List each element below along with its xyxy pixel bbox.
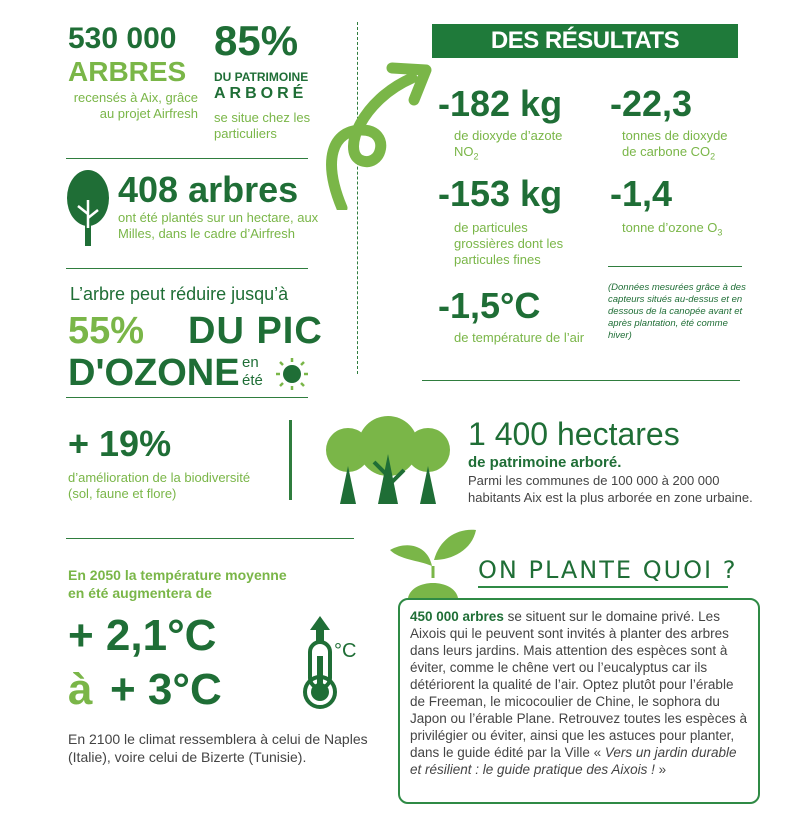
result-temp-value: -1,5°C xyxy=(438,285,541,326)
result-co2-value: -22,3 xyxy=(610,83,693,124)
results-note: (Données mesurées grâce à des capteurs situés au-dessus et en dessous de la canopée avant et après plantation, été comme hiver) xyxy=(608,282,746,341)
plant-lead: 450 000 arbres xyxy=(410,609,504,624)
result-o3-desc: tonne d’ozone $O_3$ xyxy=(622,220,723,238)
planted-headline: 408 arbres xyxy=(118,169,299,210)
private-line1: DU PATRIMOINE xyxy=(214,70,309,84)
trees-number: 530 000 xyxy=(68,22,177,55)
result-no2-value: -182 kg xyxy=(438,83,563,124)
plant-guide: Vers un jardin durable et résilient : le guide pratique des Aixois ! xyxy=(410,745,737,777)
ozone-en: en xyxy=(242,354,259,371)
result-pm-value: -153 kg xyxy=(438,173,563,214)
divider-right xyxy=(422,380,740,381)
climate-desc: En 2100 le climat ressemblera à celui de Naples (Italie), voire celui de Bizerte (Tunisie). xyxy=(68,731,368,765)
divider-left-3 xyxy=(66,397,308,398)
ozone-word: D'OZONE xyxy=(68,352,240,394)
bar-divider xyxy=(289,420,292,500)
plant-end: » xyxy=(654,762,667,777)
plant-title-underline xyxy=(478,586,728,588)
arrow-icon xyxy=(322,60,432,210)
result-no2-desc: de dioxyde d’azote $NO_2$ xyxy=(454,128,563,162)
climate-max: + 3°C xyxy=(110,665,222,714)
climate-intro: En 2050 la température moyenne en été augmentera de xyxy=(68,567,287,601)
forest-icon xyxy=(318,416,456,506)
plant-card xyxy=(398,598,760,804)
sprout-icon xyxy=(388,520,478,600)
biodiversity-headline: + 19% xyxy=(68,423,172,464)
planted-desc: ont été plantés sur un hectare, aux Milles, dans le cadre d’Airfresh xyxy=(118,210,319,241)
hectares-headline: 1 400 hectares xyxy=(468,416,680,452)
trees-unit: ARBRES xyxy=(68,56,187,87)
results-title: DES RÉSULTATS PROBANTS xyxy=(432,24,738,58)
climate-a: à xyxy=(68,665,93,714)
ozone-percent: 55% xyxy=(68,310,145,352)
ozone-ete: été xyxy=(242,372,263,389)
private-percent: 85% xyxy=(214,17,299,64)
hectares-desc: Parmi les communes de 100 000 à 200 000 habitants Aix est la plus arborée en zone urbaine. xyxy=(468,473,753,505)
divider-left-4 xyxy=(66,538,354,539)
climate-min: + 2,1°C xyxy=(68,611,217,660)
tree-icon xyxy=(66,170,110,246)
divider-note xyxy=(608,266,742,267)
ozone-du-pic: DU PIC xyxy=(188,310,323,352)
sun-icon xyxy=(274,356,310,392)
plant-title: ON PLANTE QUOI ? xyxy=(478,556,738,584)
climate-unit: °C xyxy=(334,640,357,662)
private-line2: ARBORÉ xyxy=(214,85,308,102)
plant-body: se situent sur le domaine privé. Les Aixois qui le peuvent sont invités à planter des arbres dans leurs jardins. Mais attention des espèces sont à éviter, comme le chêne vert ou l’eucalyptus car ils détériorent la qualité de l’air. Optez plutôt pour l’érable de Freeman, le micocoulier de Chine, le sophora du Japon ou l’érable Plane. Retrouvez toutes les espèces à privilégier ou éviter, ainsi que les astuces pour planter, dans le guide édité par la Ville « xyxy=(410,609,747,760)
private-desc: se situe chez les particuliers xyxy=(214,110,311,141)
trees-desc: recensés à Aix, grâce au projet Airfresh xyxy=(73,90,198,121)
result-pm-desc: de particules grossières dont les particules fines xyxy=(454,220,564,267)
biodiversity-desc: d’amélioration de la biodiversité (sol, faune et flore) xyxy=(68,470,251,501)
result-temp-desc: de température de l’air xyxy=(454,330,585,345)
ozone-intro: L’arbre peut réduire jusqu’à xyxy=(70,284,289,304)
hectares-subhead: de patrimoine arboré. xyxy=(468,454,622,471)
result-o3-value: -1,4 xyxy=(610,173,673,214)
divider-left-1 xyxy=(66,158,308,159)
divider-left-2 xyxy=(66,268,308,269)
result-co2-desc: tonnes de dioxyde de carbone $CO_2$ xyxy=(622,128,728,162)
